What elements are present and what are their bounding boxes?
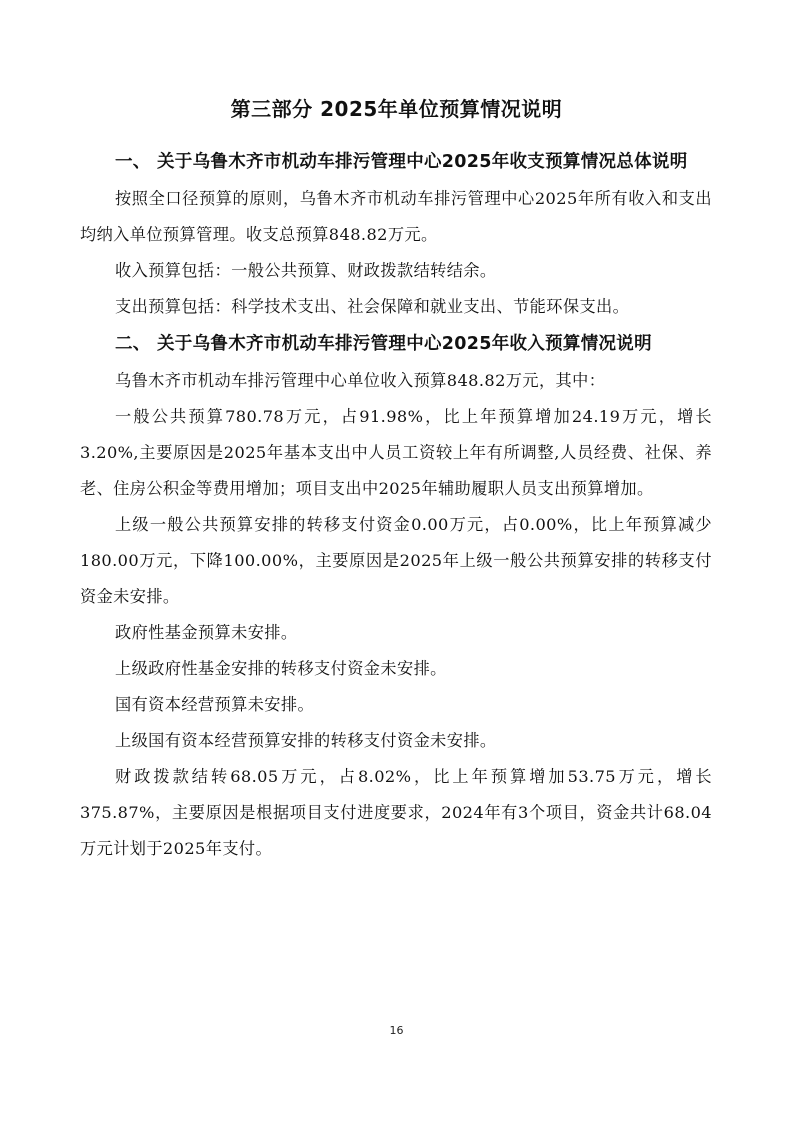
paragraph: 一般公共预算780.78万元，占91.98%，比上年预算增加24.19万元，增长3.20%,主要原因是2025年基本支出中人员工资较上年有所调整,人员经费、社保、养老、住房公积金等费用增加；项目支出中2025年辅助履职人员支出预算增加。 <box>80 407 712 498</box>
paragraph: 支出预算包括：科学技术支出、社会保障和就业支出、节能环保支出。 <box>115 297 630 316</box>
paragraph: 收入预算包括：一般公共预算、财政拨款结转结余。 <box>115 261 497 280</box>
page-title: 第三部分 2025年单位预算情况说明 <box>230 97 563 121</box>
paragraph: 上级国有资本经营预算安排的转移支付资金未安排。 <box>115 731 497 750</box>
paragraph: 国有资本经营预算未安排。 <box>115 695 315 714</box>
paragraph: 乌鲁木齐市机动车排污管理中心单位收入预算848.82万元，其中： <box>115 371 606 390</box>
document-body <box>80 144 712 867</box>
paragraph: 上级政府性基金安排的转移支付资金未安排。 <box>115 659 447 678</box>
paragraph: 按照全口径预算的原则，乌鲁木齐市机动车排污管理中心2025年所有收入和支出均纳入单位预算管理。收支总预算848.82万元。 <box>80 189 712 244</box>
paragraph: 财政拨款结转68.05万元，占8.02%，比上年预算增加53.75万元，增长375.87%，主要原因是根据项目支付进度要求，2024年有3个项目，资金共计68.04万元计划于2025年支付。 <box>80 767 712 858</box>
section-heading-1: 一、 关于乌鲁木齐市机动车排污管理中心2025年收支预算情况总体说明 <box>115 152 688 172</box>
paragraph: 政府性基金预算未安排。 <box>115 623 298 642</box>
paragraph: 上级一般公共预算安排的转移支付资金0.00万元，占0.00%，比上年预算减少180.00万元，下降100.00%，主要原因是2025年上级一般公共预算安排的转移支付资金未安排。 <box>80 515 712 606</box>
page-number: 16 <box>389 1024 404 1037</box>
section-heading-2: 二、 关于乌鲁木齐市机动车排污管理中心2025年收入预算情况说明 <box>115 334 652 354</box>
